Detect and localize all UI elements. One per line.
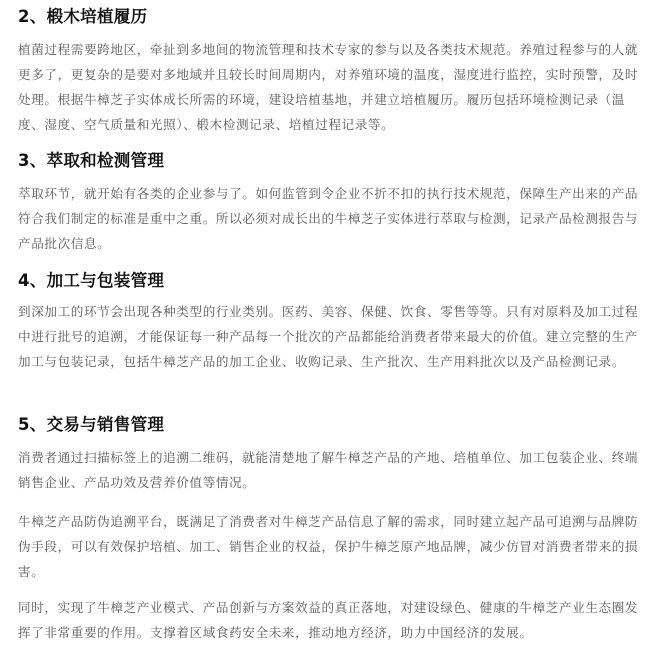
section-paragraph-trade-sales-1: 消费者通过扫描标签上的追溯二维码，就能清楚地了解牛樟芝产品的产地、培植单位、加工包装企业、终端销售企业、产品功效及营养价值等情况。	[18, 450, 639, 490]
section-paragraph-basswood-cultivation: 植菌过程需要跨地区，牵扯到多地间的物流管理和技术专家的参与以及各类技术规范。养殖过程参与的人就更多了，更复杂的是要对多地域并且较长时间周期内，对养殖环境的温度，湿度进行监控，实时预警，及时处理。根据牛樟芝子实体成长所需的环境，建设培植基地，并建立培植履历。履历包括环境检测记录（温度、湿度、空气质量和光照）、椴木检测记录、培植过程记录等。	[18, 42, 639, 132]
section-paragraph-processing-packaging: 到深加工的环节会出现各种类型的行业类别。医药、美容、保健、饮食、零售等等。只有对原料及加工过程中进行批号的追溯，才能保证每一种产品每一个批次的产品都能给消费者带来最大的价值。建立完整的生产加工与包装记录，包括牛樟芝产品的加工企业、收购记录、生产批次、生产用料批次以及产品检测记录。	[18, 304, 639, 369]
section-paragraph-extraction-testing: 萃取环节，就开始有各类的企业参与了。如何监管到令企业不折不扣的执行技术规范，保障生产出来的产品符合我们制定的标准是重中之重。所以必须对成长出的牛樟芝子实体进行萃取与检测，记录产品检测报告与产品批次信息。	[18, 186, 639, 251]
section-heading-processing-packaging: 4、加工与包装管理	[18, 271, 165, 290]
section-heading-trade-sales: 5、交易与销售管理	[18, 415, 165, 434]
section-heading-basswood-cultivation: 2、椴木培植履历	[18, 7, 148, 26]
section-paragraph-trade-sales-2: 牛樟芝产品防伪追溯平台，既满足了消费者对牛樟芝产品信息了解的需求，同时建立起产品可追溯与品牌防伪手段，可以有效保护培植、加工、销售企业的权益，保护牛樟芝原产地品牌，减少仿冒对消费者带来的损害。	[18, 514, 639, 579]
section-paragraph-trade-sales-3: 同时，实现了牛樟芝产业模式、产品创新与方案效益的真正落地，对建设绿色、健康的牛樟芝产业生态圈发挥了非常重要的作用。支撑着区域食药安全未来，推动地方经济，助力中国经济的发展。	[18, 600, 639, 640]
section-heading-extraction-testing: 3、萃取和检测管理	[18, 151, 165, 170]
